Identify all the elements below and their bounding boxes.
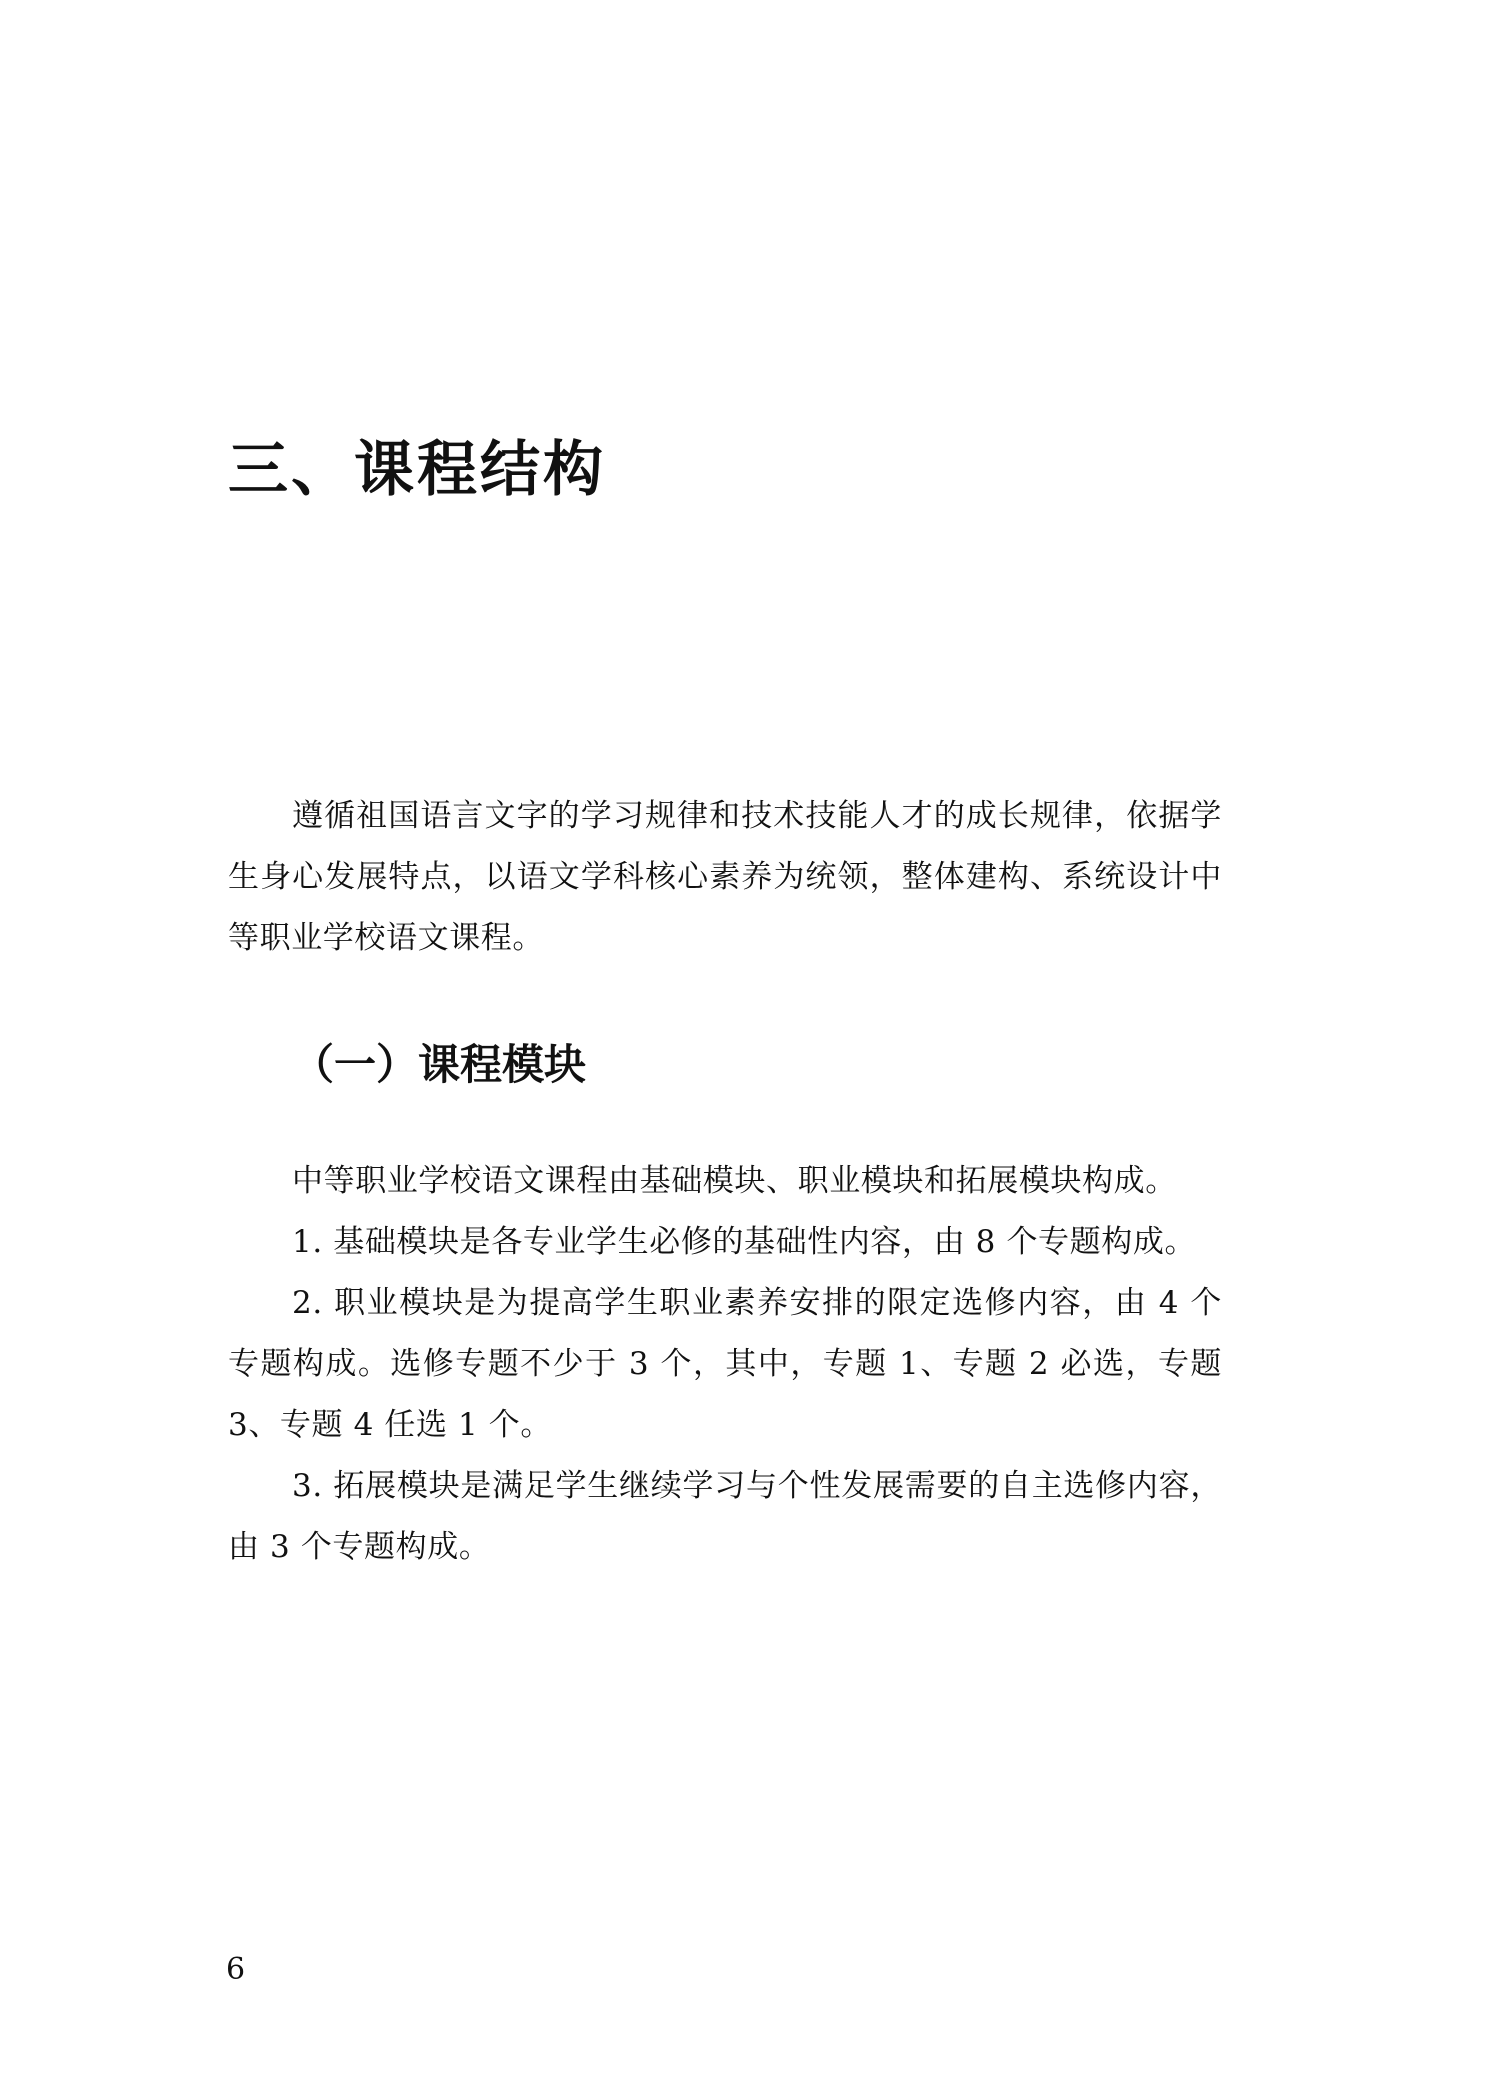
chapter-title: 三、课程结构 <box>228 435 606 505</box>
paragraph-basic-module: 1. 基础模块是各专业学生必修的基础性内容，由 8 个专题构成。 <box>292 1224 1197 1260</box>
paragraph-overview: 中等职业学校语文课程由基础模块、职业模块和拓展模块构成。 <box>292 1163 1177 1199</box>
section-body <box>228 1151 1222 1578</box>
section-title: （一）课程模块 <box>292 1040 587 1089</box>
page-number: 6 <box>226 1952 246 1987</box>
paragraph-extension-module: 3. 拓展模块是满足学生继续学习与个性发展需要的自主选修内容，由 3 个专题构成。 <box>228 1468 1222 1565</box>
intro-paragraph: 遵循祖国语言文字的学习规律和技术技能人才的成长规律，依据学生身心发展特点，以语文学科核心素养为统领，整体建构、系统设计中等职业学校语文课程。 <box>228 798 1222 956</box>
paragraph-vocational-module: 2. 职业模块是为提高学生职业素养安排的限定选修内容，由 4 个专题构成。选修专题不少于 3 个，其中，专题 1、专题 2 必选，专题 3、专题 4 任选 1 个。 <box>228 1285 1222 1443</box>
